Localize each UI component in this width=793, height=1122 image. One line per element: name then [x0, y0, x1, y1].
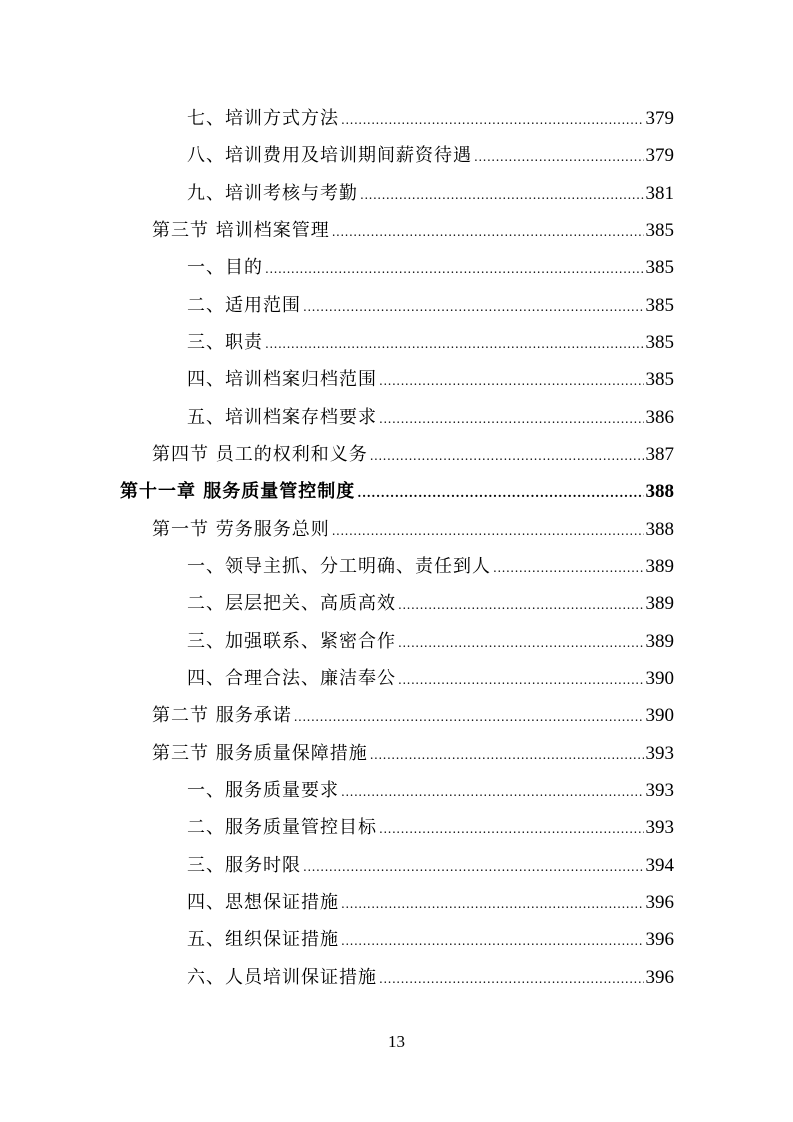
- toc-entry-page: 388: [645, 519, 674, 540]
- toc-entry[interactable]: [187, 813, 674, 843]
- toc-entry-page: 394: [645, 855, 674, 876]
- toc-entry-page: 393: [645, 743, 674, 764]
- toc-leader-dots: [379, 964, 644, 994]
- toc-entry-label: 三、职责: [187, 332, 263, 353]
- toc-entry[interactable]: [187, 925, 674, 955]
- toc-entry-page: 385: [645, 220, 674, 241]
- toc-leader-dots: [370, 740, 644, 770]
- toc-entry[interactable]: [187, 888, 674, 918]
- toc-leader-dots: [303, 292, 644, 322]
- toc-leader-dots: [379, 404, 644, 434]
- toc-entry-page: 385: [645, 369, 674, 390]
- toc-leader-dots: [341, 105, 644, 135]
- toc-entry-label: 第四节 员工的权利和义务: [152, 444, 368, 465]
- toc-leader-dots: [332, 217, 644, 247]
- toc-entry-label: 一、领导主抓、分工明确、责任到人: [187, 556, 491, 577]
- toc-entry[interactable]: [187, 627, 674, 657]
- toc-entry[interactable]: [152, 701, 674, 731]
- toc-leader-dots: [398, 590, 644, 620]
- toc-entry[interactable]: [187, 104, 674, 134]
- toc-entry-label: 二、适用范围: [187, 295, 301, 316]
- toc-entry-page: 388: [645, 481, 674, 502]
- toc-entry[interactable]: [187, 365, 674, 395]
- toc-entry[interactable]: [187, 552, 674, 582]
- toc-entry-label: 第二节 服务承诺: [152, 705, 292, 726]
- toc-entry[interactable]: [187, 179, 674, 209]
- toc-entry-page: 390: [645, 705, 674, 726]
- toc-entry-page: 386: [645, 407, 674, 428]
- toc-entry-label: 一、服务质量要求: [187, 780, 339, 801]
- toc-leader-dots: [379, 814, 644, 844]
- toc-entry-label: 第一节 劳务服务总则: [152, 519, 330, 540]
- toc-entry-page: 381: [645, 183, 674, 204]
- toc-leader-dots: [357, 478, 643, 508]
- toc-entry-page: 393: [645, 817, 674, 838]
- toc-entry[interactable]: [187, 776, 674, 806]
- toc-entry-label: 第三节 服务质量保障措施: [152, 743, 368, 764]
- toc-entry-label: 六、人员培训保证措施: [187, 967, 377, 988]
- toc-entry[interactable]: [187, 963, 674, 993]
- toc-leader-dots: [341, 777, 644, 807]
- toc-entry[interactable]: [187, 328, 674, 358]
- toc-entry-page: 396: [645, 967, 674, 988]
- toc-entry-page: 389: [645, 556, 674, 577]
- toc-entry-page: 379: [645, 108, 674, 129]
- toc-chapter-entry[interactable]: [120, 477, 674, 507]
- toc-entry[interactable]: [187, 664, 674, 694]
- toc-entry-label: 第三节 培训档案管理: [152, 220, 330, 241]
- toc-leader-dots: [379, 366, 644, 396]
- toc-entry-page: 396: [645, 892, 674, 913]
- toc-entry-label: 第十一章 服务质量管控制度: [120, 481, 356, 502]
- toc-entry-label: 二、层层把关、高质高效: [187, 593, 396, 614]
- toc-entry[interactable]: [187, 141, 674, 171]
- toc-entry-page: 389: [645, 631, 674, 652]
- toc-entry-label: 四、思想保证措施: [187, 892, 339, 913]
- toc-entry-label: 二、服务质量管控目标: [187, 817, 377, 838]
- toc-leader-dots: [341, 889, 644, 919]
- toc-entry-page: 385: [645, 295, 674, 316]
- toc-entry[interactable]: [187, 851, 674, 881]
- toc-entry-page: 385: [645, 332, 674, 353]
- page-number: 13: [388, 1032, 405, 1051]
- toc-entry-label: 四、培训档案归档范围: [187, 369, 377, 390]
- toc-entry-page: 385: [645, 257, 674, 278]
- toc-entry-label: 三、加强联系、紧密合作: [187, 631, 396, 652]
- toc-entry-label: 八、培训费用及培训期间薪资待遇: [187, 145, 472, 166]
- toc-entry-label: 五、培训档案存档要求: [187, 407, 377, 428]
- toc-entry[interactable]: [187, 291, 674, 321]
- toc-leader-dots: [493, 553, 644, 583]
- toc-entry-label: 九、培训考核与考勤: [187, 183, 358, 204]
- toc-entry-page: 393: [645, 780, 674, 801]
- toc-entry-page: 389: [645, 593, 674, 614]
- toc-leader-dots: [332, 516, 644, 546]
- toc-leader-dots: [294, 702, 644, 732]
- toc-leader-dots: [303, 852, 644, 882]
- toc-leader-dots: [474, 142, 644, 172]
- toc-leader-dots: [370, 441, 644, 471]
- toc-leader-dots: [265, 254, 644, 284]
- toc-entry[interactable]: [187, 589, 674, 619]
- toc-leader-dots: [265, 329, 644, 359]
- toc-entry-page: 396: [645, 929, 674, 950]
- toc-entry-page: 379: [645, 145, 674, 166]
- toc-leader-dots: [398, 665, 644, 695]
- toc-entry-label: 一、目的: [187, 257, 263, 278]
- toc-entry[interactable]: [152, 440, 674, 470]
- toc-entry[interactable]: [152, 515, 674, 545]
- toc-entry-page: 390: [645, 668, 674, 689]
- toc-leader-dots: [341, 926, 644, 956]
- toc-entry[interactable]: [187, 253, 674, 283]
- toc-leader-dots: [398, 628, 644, 658]
- toc-entry-label: 四、合理合法、廉洁奉公: [187, 668, 396, 689]
- toc-leader-dots: [360, 180, 644, 210]
- toc-entry-page: 387: [645, 444, 674, 465]
- toc-entry[interactable]: [187, 403, 674, 433]
- toc-entry[interactable]: [152, 739, 674, 769]
- toc-entry-label: 七、培训方式方法: [187, 108, 339, 129]
- toc-entry-label: 三、服务时限: [187, 855, 301, 876]
- toc-entry[interactable]: [152, 216, 674, 246]
- toc-entry-label: 五、组织保证措施: [187, 929, 339, 950]
